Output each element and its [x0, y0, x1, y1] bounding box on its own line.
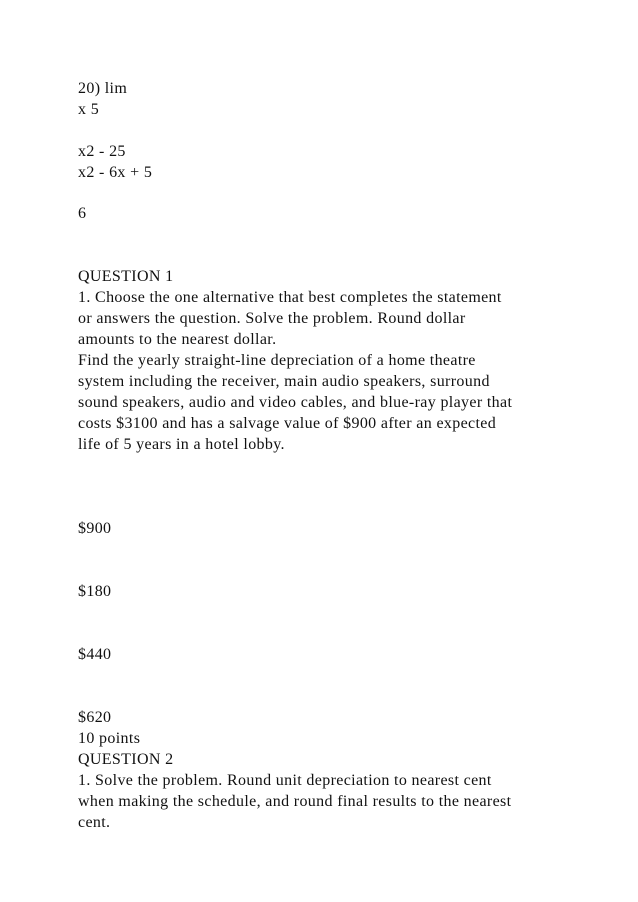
question-1-text-line: amounts to the nearest dollar.	[78, 331, 277, 348]
question-1-heading: QUESTION 1	[78, 268, 174, 285]
question-1-text-line: sound speakers, audio and video cables, and blue-ray player that	[78, 394, 513, 411]
question-2-text-line: when making the schedule, and round final results to the nearest	[78, 793, 512, 810]
question-2-text-line: cent.	[78, 814, 111, 831]
question-1-text-line: or answers the question. Solve the problem. Round dollar	[78, 310, 466, 327]
question-2-text-line: 1. Solve the problem. Round unit depreciation to nearest cent	[78, 772, 492, 789]
question-1-text-line: 1. Choose the one alternative that best completes the statement	[78, 289, 502, 306]
question-1-option-c: $440	[78, 646, 112, 663]
question-1-text-line: system including the receiver, main audio speakers, surround	[78, 373, 490, 390]
problem-number-line: 20) lim	[78, 80, 128, 97]
limit-denominator: x2 - 6x + 5	[78, 164, 153, 181]
limit-answer: 6	[78, 205, 87, 222]
question-1-option-b: $180	[78, 583, 112, 600]
question-1-option-a: $900	[78, 520, 112, 537]
limit-numerator: x2 - 25	[78, 143, 126, 160]
question-1-points: 10 points	[78, 730, 141, 747]
question-1-option-d: $620	[78, 709, 112, 726]
question-1-text-line: life of 5 years in a hotel lobby.	[78, 436, 285, 453]
question-1-text-line: Find the yearly straight-line depreciation of a home theatre	[78, 352, 476, 369]
question-1-text-line: costs $3100 and has a salvage value of $900 after an expected	[78, 415, 497, 432]
limit-approach-line: x 5	[78, 101, 100, 118]
question-2-heading: QUESTION 2	[78, 751, 174, 768]
